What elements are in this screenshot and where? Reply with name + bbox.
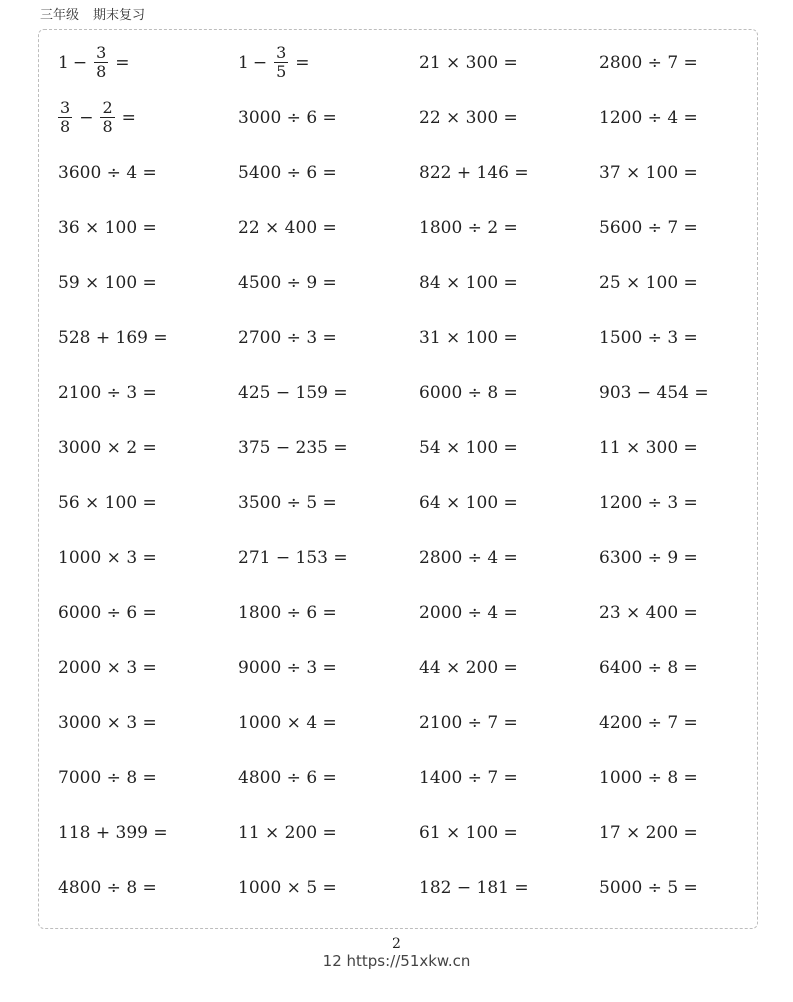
- fraction: [58, 99, 72, 136]
- problem: 5600 ÷ 7 =: [599, 217, 698, 238]
- fraction: [100, 99, 114, 136]
- problem-row: [58, 310, 778, 365]
- numerator: 3: [60, 98, 71, 117]
- problem: 3000 ÷ 6 =: [238, 107, 337, 128]
- problem: 9000 ÷ 3 =: [238, 657, 337, 678]
- problem: 2000 ÷ 4 =: [419, 602, 518, 623]
- problem: 11 × 300 =: [599, 437, 698, 458]
- problem-row: [58, 860, 778, 915]
- problem: 4800 ÷ 8 =: [58, 877, 157, 898]
- denominator: 8: [96, 62, 107, 81]
- problem-row: [58, 805, 778, 860]
- problem-row: [58, 365, 778, 420]
- equals-sign: =: [295, 52, 310, 73]
- operator: −: [72, 52, 88, 73]
- problem: 36 × 100 =: [58, 217, 157, 238]
- equals-sign: =: [115, 52, 130, 73]
- problem: 61 × 100 =: [419, 822, 518, 843]
- problem-row: [58, 585, 778, 640]
- problem: 528 + 169 =: [58, 327, 168, 348]
- problem: 2800 ÷ 4 =: [419, 547, 518, 568]
- problem: 6000 ÷ 6 =: [58, 602, 157, 623]
- problem: 118 + 399 =: [58, 822, 168, 843]
- problem: 4500 ÷ 9 =: [238, 272, 337, 293]
- problem: 17 × 200 =: [599, 822, 698, 843]
- problem: 3000 × 3 =: [58, 712, 157, 733]
- problem: 1800 ÷ 2 =: [419, 217, 518, 238]
- problem: 11 × 200 =: [238, 822, 337, 843]
- problem: 7000 ÷ 8 =: [58, 767, 157, 788]
- fraction-problem: [58, 90, 140, 145]
- problem: 4800 ÷ 6 =: [238, 767, 337, 788]
- problem: 6000 ÷ 8 =: [419, 382, 518, 403]
- numerator: 3: [276, 43, 287, 62]
- problem: 4200 ÷ 7 =: [599, 712, 698, 733]
- problem-row: [58, 695, 778, 750]
- problem: 425 − 159 =: [238, 382, 348, 403]
- page-number: 2: [392, 936, 401, 952]
- problem: 903 − 454 =: [599, 382, 709, 403]
- problem: 25 × 100 =: [599, 272, 698, 293]
- fraction-problem: [58, 35, 134, 90]
- denominator: 8: [102, 117, 113, 136]
- problem: 2100 ÷ 7 =: [419, 712, 518, 733]
- problem: 3600 ÷ 4 =: [58, 162, 157, 183]
- problem: 44 × 200 =: [419, 657, 518, 678]
- problem-row: [58, 640, 778, 695]
- problem-row: [58, 475, 778, 530]
- problem: 822 + 146 =: [419, 162, 529, 183]
- problem: 3000 × 2 =: [58, 437, 157, 458]
- problem-row: [58, 35, 778, 90]
- problem: 182 − 181 =: [419, 877, 529, 898]
- problem: 5400 ÷ 6 =: [238, 162, 337, 183]
- problem: 54 × 100 =: [419, 437, 518, 458]
- problem: 1200 ÷ 3 =: [599, 492, 698, 513]
- page-header: [40, 4, 145, 23]
- footer-url: 12 https://51xkw.cn: [322, 952, 471, 970]
- fraction: [274, 44, 288, 81]
- problem: 1400 ÷ 7 =: [419, 767, 518, 788]
- problem-row: [58, 750, 778, 805]
- problem-row: [58, 145, 778, 200]
- problem: 21 × 300 =: [419, 52, 518, 73]
- whole-number: 1: [58, 52, 69, 73]
- problem-row: [58, 255, 778, 310]
- problem: 64 × 100 =: [419, 492, 518, 513]
- numerator: 3: [96, 43, 107, 62]
- problem: 84 × 100 =: [419, 272, 518, 293]
- problem: 2100 ÷ 3 =: [58, 382, 157, 403]
- problem: 59 × 100 =: [58, 272, 157, 293]
- denominator: 5: [276, 62, 287, 81]
- problem: 2800 ÷ 7 =: [599, 52, 698, 73]
- problem-row: [58, 90, 778, 145]
- problem-row: [58, 420, 778, 475]
- problem: 2000 × 3 =: [58, 657, 157, 678]
- problem: 1800 ÷ 6 =: [238, 602, 337, 623]
- problem: 1000 × 3 =: [58, 547, 157, 568]
- problem: 271 − 153 =: [238, 547, 348, 568]
- problem: 56 × 100 =: [58, 492, 157, 513]
- problem-row: [58, 200, 778, 255]
- fraction: [94, 44, 108, 81]
- problem: 6300 ÷ 9 =: [599, 547, 698, 568]
- header-title: 期末复习: [93, 8, 146, 23]
- problem: 6400 ÷ 8 =: [599, 657, 698, 678]
- problem-grid: [58, 35, 778, 915]
- problem: 1500 ÷ 3 =: [599, 327, 698, 348]
- problem: 22 × 300 =: [419, 107, 518, 128]
- whole-number: 1: [238, 52, 249, 73]
- fraction-problem: [238, 35, 314, 90]
- numerator: 2: [102, 98, 113, 117]
- problem: 1000 ÷ 8 =: [599, 767, 698, 788]
- problem: 1000 × 5 =: [238, 877, 337, 898]
- operator: −: [252, 52, 268, 73]
- denominator: 8: [60, 117, 71, 136]
- problem: 5000 ÷ 5 =: [599, 877, 698, 898]
- operator: −: [79, 107, 94, 128]
- problem: 23 × 400 =: [599, 602, 698, 623]
- problem: 375 − 235 =: [238, 437, 348, 458]
- problem: 31 × 100 =: [419, 327, 518, 348]
- problem: 22 × 400 =: [238, 217, 337, 238]
- problem: 37 × 100 =: [599, 162, 698, 183]
- problem: 3500 ÷ 5 =: [238, 492, 337, 513]
- grade-label: 三年级: [40, 8, 80, 23]
- problem: 2700 ÷ 3 =: [238, 327, 337, 348]
- problem-row: [58, 530, 778, 585]
- problem: 1000 × 4 =: [238, 712, 337, 733]
- problem: 1200 ÷ 4 =: [599, 107, 698, 128]
- equals-sign: =: [121, 107, 136, 128]
